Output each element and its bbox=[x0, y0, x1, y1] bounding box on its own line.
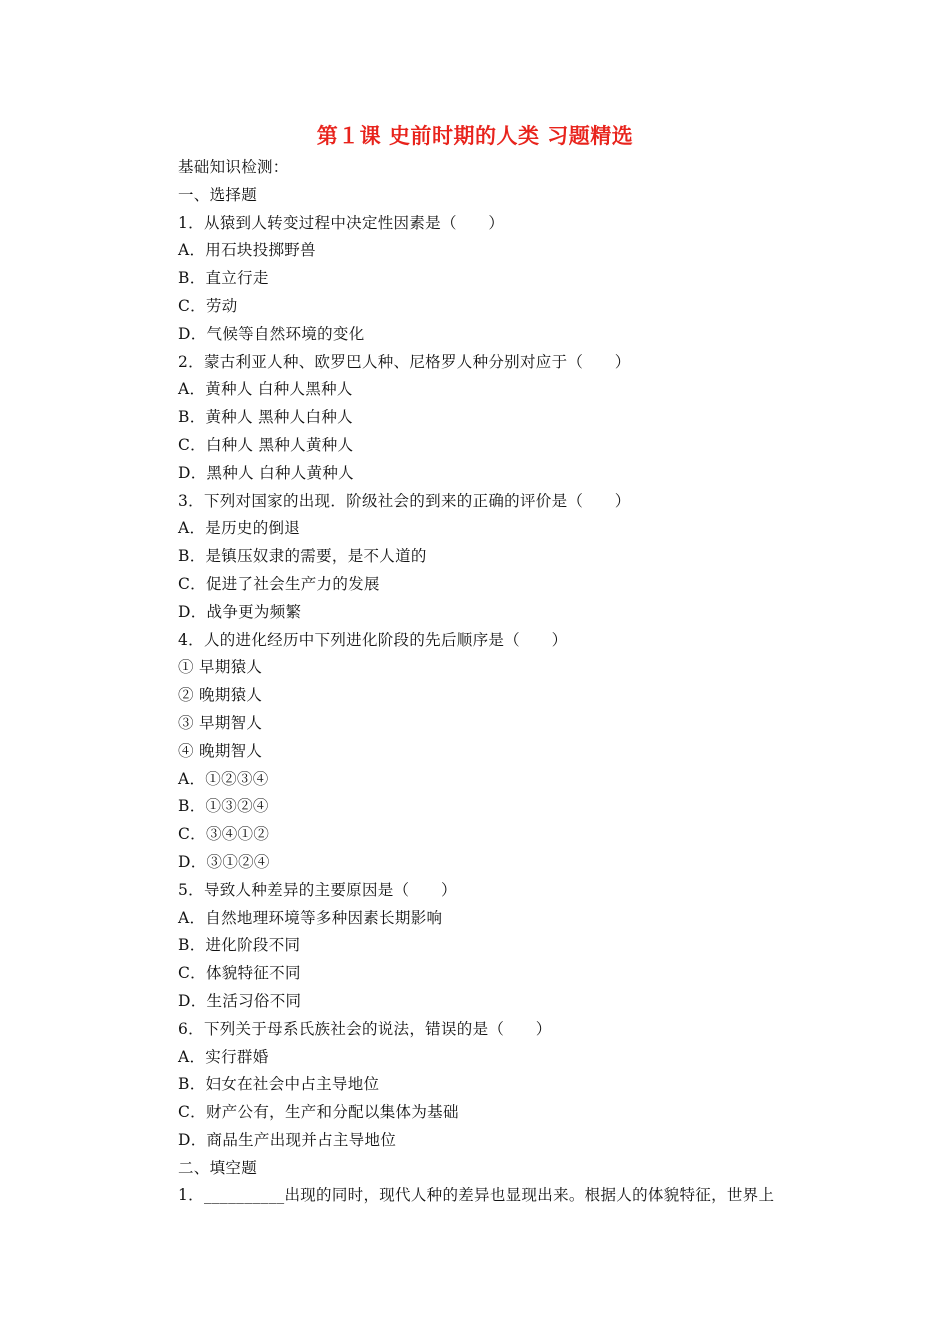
question-6: 6．下列关于母系氏族社会的说法，错误的是（ ） bbox=[178, 1019, 552, 1038]
question-6-option-b: B．妇女在社会中占主导地位 bbox=[178, 1075, 380, 1094]
question-5: 5．导致人种差异的主要原因是（ ） bbox=[178, 880, 457, 899]
question-4-item-4: ④ 晚期智人 bbox=[178, 741, 263, 760]
question-1-option-b: B．直立行走 bbox=[178, 269, 269, 288]
question-1-option-d: D．气候等自然环境的变化 bbox=[178, 324, 365, 343]
question-6-option-c: C．财产公有，生产和分配以集体为基础 bbox=[178, 1103, 459, 1122]
question-1-option-c: C．劳动 bbox=[178, 296, 238, 315]
question-6-option-a: A．实行群婚 bbox=[178, 1047, 269, 1066]
question-3-option-b: B．是镇压奴隶的需要，是不人道的 bbox=[178, 547, 427, 566]
question-5-option-a: A．自然地理环境等多种因素长期影响 bbox=[178, 908, 443, 927]
question-4-option-a: A．①②③④ bbox=[178, 769, 269, 788]
section-heading: 二、填空题 bbox=[178, 1158, 258, 1177]
question-4-item-2: ② 晚期猿人 bbox=[178, 686, 263, 705]
question-2-option-c: C．白种人 黑种人黄种人 bbox=[178, 435, 354, 454]
fill-blank-question-1: 1．__________出现的同时，现代人种的差异也显现出来。根据人的体貌特征，世界上 bbox=[178, 1186, 775, 1205]
question-4-option-b: B．①③②④ bbox=[178, 797, 269, 816]
question-3-option-d: D．战争更为频繁 bbox=[178, 602, 302, 621]
question-3: 3．下列对国家的出现．阶级社会的到来的正确的评价是（ ） bbox=[178, 491, 631, 510]
question-4-item-3: ③ 早期智人 bbox=[178, 713, 263, 732]
question-2: 2．蒙古利亚人种、欧罗巴人种、尼格罗人种分别对应于（ ） bbox=[178, 352, 631, 371]
question-1: 1．从猿到人转变过程中决定性因素是（ ） bbox=[178, 213, 505, 232]
question-4-option-d: D．③①②④ bbox=[178, 852, 270, 871]
question-4-option-c: C．③④①② bbox=[178, 825, 270, 844]
question-5-option-b: B．进化阶段不同 bbox=[178, 936, 301, 955]
document-title: 第１课 史前时期的人类 习题精选 bbox=[316, 123, 634, 148]
question-6-option-d: D．商品生产出现并占主导地位 bbox=[178, 1130, 397, 1149]
question-2-option-a: A．黄种人 白种人黑种人 bbox=[178, 380, 353, 399]
document-body bbox=[178, 154, 818, 1210]
question-1-option-a: A．用石块投掷野兽 bbox=[178, 241, 316, 260]
question-2-option-d: D．黑种人 白种人黄种人 bbox=[178, 463, 354, 482]
question-3-option-c: C．促进了社会生产力的发展 bbox=[178, 574, 380, 593]
question-4: 4．人的进化经历中下列进化阶段的先后顺序是（ ） bbox=[178, 630, 568, 649]
question-3-option-a: A．是历史的倒退 bbox=[178, 519, 301, 538]
question-5-option-c: C．体貌特征不同 bbox=[178, 964, 301, 983]
section-label: 基础知识检测： bbox=[178, 158, 289, 176]
section-heading: 一、选择题 bbox=[178, 185, 258, 204]
question-4-item-1: ① 早期猿人 bbox=[178, 658, 263, 677]
question-5-option-d: D．生活习俗不同 bbox=[178, 991, 302, 1010]
question-2-option-b: B．黄种人 黑种人白种人 bbox=[178, 408, 353, 427]
